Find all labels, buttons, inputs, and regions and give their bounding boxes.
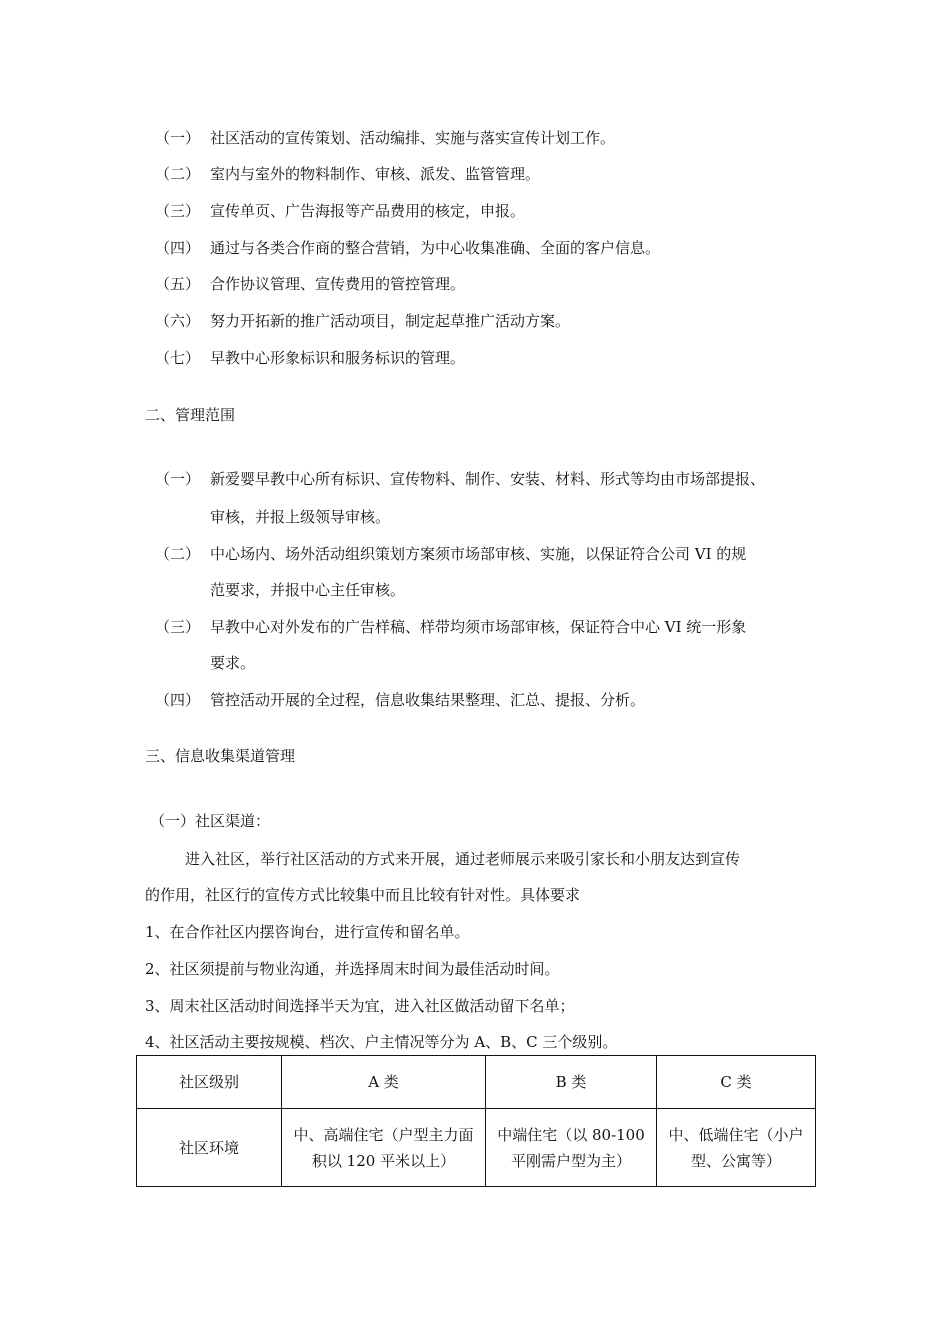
item-number: （四） [155, 691, 201, 709]
item-text: 新爱婴早教中心所有标识、宣传物料、制作、安装、材料、形式等均由市场部提报、 [210, 470, 766, 488]
header-cell: B 类 [486, 1056, 657, 1109]
item-text: 室内与室外的物料制作、审核、派发、监管管理。 [210, 165, 541, 183]
item-text: 范要求，并报中心主任审核。 [210, 581, 406, 599]
item-text: 要求。 [210, 654, 256, 672]
item-text: 通过与各类合作商的整合营销，为中心收集准确、全面的客户信息。 [210, 239, 661, 257]
community-level-table [136, 1055, 816, 1187]
item-number: （四） [155, 239, 201, 257]
table-cell: 中端住宅（以 80-100 平刚需户型为主） [486, 1109, 657, 1187]
item-number: （二） [155, 545, 201, 563]
item-text: 早教中心对外发布的广告样稿、样带均须市场部审核，保证符合中心 VI 统一形象 [210, 618, 747, 636]
item-number: （六） [155, 312, 201, 330]
requirement-text: 4、社区活动主要按规模、档次、户主情况等分为 A、B、C 三个级别。 [145, 1033, 618, 1051]
header-cell: C 类 [657, 1056, 816, 1109]
paragraph-text: 进入社区，举行社区活动的方式来开展，通过老师展示来吸引家长和小朋友达到宣传 [185, 850, 741, 868]
item-text: 合作协议管理、宣传费用的管控管理。 [210, 275, 466, 293]
community-channel-heading: （一）社区渠道： [150, 812, 271, 830]
item-number: （一） [155, 129, 201, 147]
header-cell: 社区级别 [137, 1056, 282, 1109]
table-row [137, 1109, 816, 1187]
table-cell: 中、低端住宅（小户型、公寓等） [657, 1109, 816, 1187]
section-2-heading: 二、管理范围 [145, 406, 236, 424]
item-number: （二） [155, 165, 201, 183]
row-label-cell: 社区环境 [137, 1109, 282, 1187]
requirement-text: 1、在合作社区内摆咨询台，进行宣传和留名单。 [145, 923, 470, 941]
item-number: （七） [155, 349, 201, 367]
item-number: （一） [155, 470, 201, 488]
item-number: （三） [155, 202, 201, 220]
requirement-text: 2、社区须提前与物业沟通，并选择周末时间为最佳活动时间。 [145, 960, 560, 978]
item-text: 管控活动开展的全过程，信息收集结果整理、汇总、提报、分析。 [210, 691, 646, 709]
item-number: （五） [155, 275, 201, 293]
requirement-text: 3、周末社区活动时间选择半天为宜，进入社区做活动留下名单； [145, 997, 575, 1015]
header-cell: A 类 [282, 1056, 486, 1109]
item-text: 早教中心形象标识和服务标识的管理。 [210, 349, 466, 367]
item-text: 审核，并报上级领导审核。 [210, 508, 391, 526]
item-text: 中心场内、场外活动组织策划方案须市场部审核、实施，以保证符合公司 VI 的规 [210, 545, 747, 563]
item-text: 宣传单页、广告海报等产品费用的核定，申报。 [210, 202, 526, 220]
section-3-heading: 三、信息收集渠道管理 [145, 747, 296, 765]
item-text: 努力开拓新的推广活动项目，制定起草推广活动方案。 [210, 312, 571, 330]
item-number: （三） [155, 618, 201, 636]
paragraph-text: 的作用，社区行的宣传方式比较集中而且比较有针对性。具体要求 [145, 886, 581, 904]
item-text: 社区活动的宣传策划、活动编排、实施与落实宣传计划工作。 [210, 129, 616, 147]
table-cell: 中、高端住宅（户型主力面积以 120 平米以上） [282, 1109, 486, 1187]
table-header-row [137, 1056, 816, 1109]
